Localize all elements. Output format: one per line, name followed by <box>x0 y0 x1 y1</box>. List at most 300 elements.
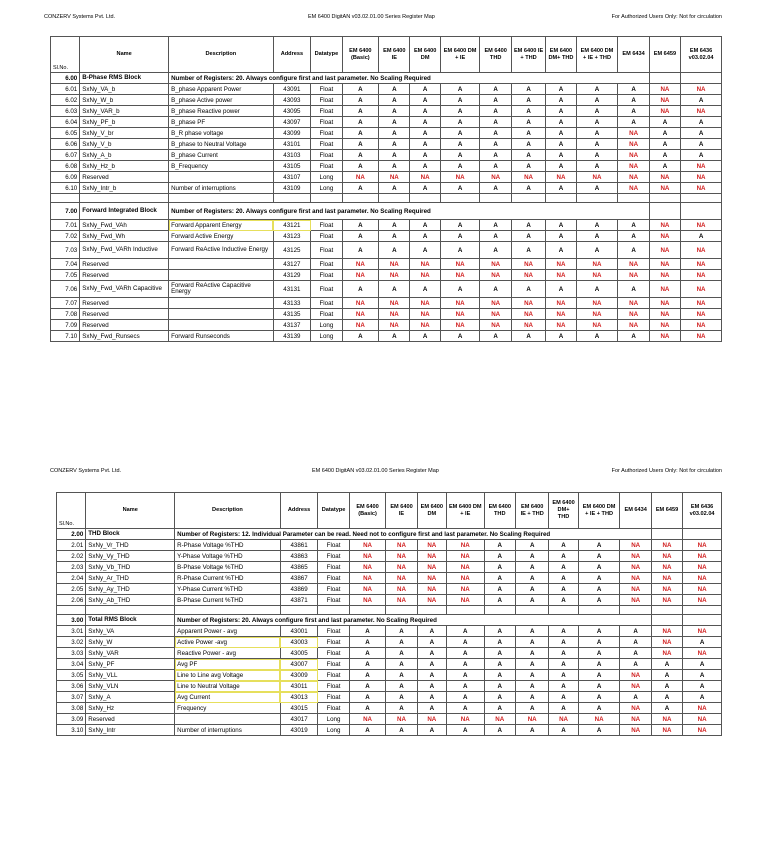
availability-cell: NA <box>511 270 545 281</box>
table-row <box>51 183 722 194</box>
availability-cell: A <box>349 703 386 714</box>
availability-cell: A <box>386 703 417 714</box>
availability-cell: A <box>546 84 576 95</box>
register-datatype: Float <box>318 540 349 551</box>
availability-cell: NA <box>620 540 651 551</box>
register-address: 43007 <box>280 659 318 670</box>
row-sl-no: 2.01 <box>57 540 86 551</box>
row-sl-no: 6.03 <box>51 106 80 117</box>
table-row <box>57 670 722 681</box>
spacer-cell <box>515 606 548 615</box>
availability-cell: A <box>578 692 620 703</box>
register-datatype: Float <box>318 573 349 584</box>
col-em6400-dm-ie-thd: EM 6400 DM + IE + THD <box>576 37 618 73</box>
availability-cell: A <box>349 648 386 659</box>
availability-cell: A <box>349 670 386 681</box>
register-description <box>169 259 274 270</box>
register-name: SxNy_VLL <box>86 670 175 681</box>
availability-cell: A <box>576 84 618 95</box>
availability-cell: NA <box>649 106 680 117</box>
table-2-body <box>57 529 722 736</box>
col-sl-no: Sl.No. <box>51 37 80 73</box>
availability-cell: NA <box>681 270 722 281</box>
availability-cell: NA <box>649 95 680 106</box>
register-address: 43109 <box>273 183 311 194</box>
block-note: Number of Registers: 20. Always configure first and last parameter. No Scaling Required <box>169 73 650 84</box>
table-row <box>51 220 722 231</box>
availability-cell: NA <box>546 270 576 281</box>
availability-cell: A <box>410 281 440 298</box>
availability-cell: NA <box>342 172 379 183</box>
availability-cell: NA <box>446 573 484 584</box>
table-row <box>57 714 722 725</box>
register-address: 43129 <box>273 270 311 281</box>
register-address: 43867 <box>280 573 318 584</box>
register-address: 43127 <box>273 259 311 270</box>
availability-cell: NA <box>349 584 386 595</box>
availability-cell: NA <box>349 562 386 573</box>
register-datatype: Float <box>311 128 342 139</box>
availability-cell: A <box>417 681 446 692</box>
spacer-cell <box>417 606 446 615</box>
availability-cell: A <box>618 106 649 117</box>
spacer-cell <box>578 606 620 615</box>
row-sl-no: 2.04 <box>57 573 86 584</box>
availability-cell: A <box>576 106 618 117</box>
availability-cell: A <box>480 117 511 128</box>
table-row <box>51 281 722 298</box>
register-name: Reserved <box>80 259 169 270</box>
availability-cell: A <box>511 331 545 342</box>
availability-cell: A <box>386 681 417 692</box>
availability-cell: NA <box>417 540 446 551</box>
block-sl-no: 2.00 <box>57 529 86 540</box>
block-name: B-Phase RMS Block <box>80 73 169 84</box>
availability-cell: NA <box>683 540 722 551</box>
col-sl-no: Sl.No. <box>57 493 86 529</box>
availability-cell: A <box>410 139 440 150</box>
availability-cell: A <box>417 670 446 681</box>
availability-cell: A <box>410 242 440 259</box>
col-em6400-ie: EM 6400 IE <box>379 37 410 73</box>
availability-cell: A <box>440 117 480 128</box>
availability-cell: NA <box>511 259 545 270</box>
availability-cell: A <box>342 220 379 231</box>
availability-cell: NA <box>446 551 484 562</box>
table-row <box>51 309 722 320</box>
availability-cell: A <box>549 562 578 573</box>
availability-cell: A <box>440 242 480 259</box>
availability-cell: NA <box>620 584 651 595</box>
availability-cell: NA <box>342 270 379 281</box>
block-sl-no: 3.00 <box>57 615 86 626</box>
row-sl-no: 6.02 <box>51 95 80 106</box>
company-name: CONZERV Systems Pvt. Ltd. <box>50 468 122 474</box>
register-description: Line to Line avg Voltage <box>175 670 281 681</box>
availability-cell: NA <box>386 573 417 584</box>
row-sl-no: 3.07 <box>57 692 86 703</box>
row-sl-no: 7.01 <box>51 220 80 231</box>
availability-cell: NA <box>649 183 680 194</box>
availability-cell: NA <box>342 309 379 320</box>
availability-cell: A <box>549 584 578 595</box>
availability-cell: A <box>410 128 440 139</box>
register-description: Forward ReActive Inductive Energy <box>169 242 274 259</box>
empty-cell <box>681 203 722 220</box>
row-sl-no: 6.05 <box>51 128 80 139</box>
availability-cell: NA <box>683 725 722 736</box>
availability-cell: A <box>349 659 386 670</box>
document-title: EM 6400 DigitAN v03.02.01.00 Series Register Map <box>312 468 439 474</box>
availability-cell: A <box>683 670 722 681</box>
table-row <box>51 231 722 242</box>
availability-cell: NA <box>651 573 682 584</box>
availability-cell: A <box>410 220 440 231</box>
availability-cell: A <box>578 648 620 659</box>
availability-cell: A <box>578 659 620 670</box>
availability-cell: A <box>549 703 578 714</box>
availability-cell: NA <box>681 242 722 259</box>
register-description: B_phase PF <box>169 117 274 128</box>
availability-cell: A <box>410 183 440 194</box>
availability-cell: NA <box>620 670 651 681</box>
page-header <box>44 14 722 26</box>
availability-cell: A <box>649 117 680 128</box>
col-name: Name <box>80 37 169 73</box>
register-datatype: Float <box>311 139 342 150</box>
block-note: Number of Registers: 20. Always configure first and last parameter. No Scaling Required <box>175 615 652 626</box>
availability-cell: A <box>515 562 548 573</box>
availability-cell: NA <box>410 320 440 331</box>
availability-cell: NA <box>649 84 680 95</box>
register-datatype: Float <box>311 242 342 259</box>
availability-cell: NA <box>349 595 386 606</box>
availability-cell: A <box>515 551 548 562</box>
availability-cell: A <box>620 637 651 648</box>
availability-cell: A <box>480 231 511 242</box>
availability-cell: A <box>379 281 410 298</box>
availability-cell: A <box>649 150 680 161</box>
availability-cell: A <box>578 562 620 573</box>
register-datatype: Float <box>318 681 349 692</box>
availability-cell: A <box>410 106 440 117</box>
availability-cell: A <box>578 551 620 562</box>
table-row <box>51 320 722 331</box>
availability-cell: A <box>578 725 620 736</box>
availability-cell: A <box>440 231 480 242</box>
table-row <box>51 259 722 270</box>
register-description: B_Frequency <box>169 161 274 172</box>
availability-cell: A <box>576 128 618 139</box>
register-table-1 <box>50 36 722 342</box>
availability-cell: NA <box>649 242 680 259</box>
register-datatype: Long <box>311 172 342 183</box>
availability-cell: A <box>576 281 618 298</box>
availability-cell: A <box>620 659 651 670</box>
availability-cell: NA <box>446 562 484 573</box>
register-address: 43139 <box>273 331 311 342</box>
availability-cell: A <box>549 595 578 606</box>
register-address: 43133 <box>273 298 311 309</box>
register-description: Frequency <box>175 703 281 714</box>
table-row <box>57 725 722 736</box>
register-address: 43871 <box>280 595 318 606</box>
availability-cell: A <box>576 231 618 242</box>
availability-cell: NA <box>480 270 511 281</box>
availability-cell: NA <box>349 540 386 551</box>
availability-cell: A <box>618 84 649 95</box>
register-address: 43091 <box>273 84 311 95</box>
row-sl-no: 2.05 <box>57 584 86 595</box>
availability-cell: A <box>576 139 618 150</box>
register-name: SxNy_Fwd_Runsecs <box>80 331 169 342</box>
availability-cell: A <box>379 161 410 172</box>
availability-cell: A <box>484 703 515 714</box>
spacer-cell <box>649 194 680 203</box>
row-sl-no: 3.01 <box>57 626 86 637</box>
table-row <box>57 703 722 714</box>
register-datatype: Float <box>318 551 349 562</box>
availability-cell: NA <box>379 259 410 270</box>
table-row <box>57 681 722 692</box>
register-name: Reserved <box>80 309 169 320</box>
availability-cell: A <box>349 692 386 703</box>
spacer-cell <box>484 606 515 615</box>
register-description: Forward Runseconds <box>169 331 274 342</box>
register-name: SxNy_VAR <box>86 648 175 659</box>
availability-cell: A <box>484 648 515 659</box>
availability-cell: NA <box>651 595 682 606</box>
availability-cell: NA <box>651 637 682 648</box>
spacer-cell <box>446 606 484 615</box>
block-note: Number of Registers: 12. Individual Parameter can be read. Need not to configure first and last parameter. No Scaling Required <box>175 529 652 540</box>
availability-cell: A <box>410 231 440 242</box>
availability-cell: A <box>379 331 410 342</box>
availability-cell: A <box>410 150 440 161</box>
availability-cell: A <box>386 659 417 670</box>
register-datatype: Float <box>311 298 342 309</box>
availability-cell: A <box>576 161 618 172</box>
availability-cell: NA <box>440 259 480 270</box>
availability-cell: NA <box>620 725 651 736</box>
table-row <box>57 648 722 659</box>
register-name: Reserved <box>80 298 169 309</box>
availability-cell: A <box>576 331 618 342</box>
register-description: B-Phase Voltage %THD <box>175 562 281 573</box>
availability-cell: NA <box>546 259 576 270</box>
availability-cell: NA <box>379 298 410 309</box>
row-sl-no: 7.03 <box>51 242 80 259</box>
availability-cell: NA <box>417 584 446 595</box>
availability-cell: A <box>480 220 511 231</box>
availability-cell: A <box>484 637 515 648</box>
availability-cell: A <box>484 670 515 681</box>
availability-cell: NA <box>683 562 722 573</box>
col-em6436: EM 6436 v03.02.04 <box>681 37 722 73</box>
availability-cell: NA <box>576 259 618 270</box>
register-name: SxNy_VLN <box>86 681 175 692</box>
availability-cell: A <box>549 681 578 692</box>
availability-cell: A <box>549 637 578 648</box>
availability-cell: NA <box>417 714 446 725</box>
availability-cell: A <box>342 161 379 172</box>
availability-cell: NA <box>410 298 440 309</box>
spacer-cell <box>280 606 318 615</box>
availability-cell: NA <box>681 281 722 298</box>
register-table-2 <box>56 492 722 736</box>
table-row <box>51 298 722 309</box>
availability-cell: A <box>549 670 578 681</box>
availability-cell: A <box>480 128 511 139</box>
availability-cell: NA <box>511 309 545 320</box>
availability-cell: NA <box>651 714 682 725</box>
availability-cell: A <box>440 139 480 150</box>
register-address: 43011 <box>280 681 318 692</box>
availability-cell: NA <box>549 714 578 725</box>
page-header <box>50 468 722 480</box>
availability-cell: A <box>379 231 410 242</box>
table-row <box>51 270 722 281</box>
availability-cell: A <box>578 703 620 714</box>
availability-cell: A <box>618 95 649 106</box>
register-description: Number of interruptions <box>169 183 274 194</box>
spacer-cell <box>410 194 440 203</box>
availability-cell: NA <box>620 573 651 584</box>
availability-cell: NA <box>576 270 618 281</box>
availability-cell: NA <box>618 150 649 161</box>
availability-cell: A <box>440 150 480 161</box>
register-description: Forward Apparent Energy <box>169 220 274 231</box>
availability-cell: A <box>515 584 548 595</box>
availability-cell: A <box>549 540 578 551</box>
register-name: SxNy_Vy_THD <box>86 551 175 562</box>
availability-cell: A <box>386 637 417 648</box>
register-description <box>169 270 274 281</box>
availability-cell: A <box>379 183 410 194</box>
block-header-row <box>51 203 722 220</box>
register-address: 43135 <box>273 309 311 320</box>
table-row <box>57 573 722 584</box>
register-description: R-Phase Voltage %THD <box>175 540 281 551</box>
availability-cell: A <box>446 703 484 714</box>
availability-cell: NA <box>681 84 722 95</box>
availability-cell: NA <box>681 320 722 331</box>
block-header-row <box>57 615 722 626</box>
availability-cell: A <box>576 242 618 259</box>
spacer-cell <box>576 194 618 203</box>
empty-cell <box>683 615 722 626</box>
empty-cell <box>651 529 682 540</box>
spacer-cell <box>440 194 480 203</box>
availability-cell: NA <box>446 540 484 551</box>
availability-cell: NA <box>683 551 722 562</box>
availability-cell: A <box>417 626 446 637</box>
spacer-cell <box>80 194 169 203</box>
availability-cell: NA <box>651 584 682 595</box>
register-name: SxNy_Fwd_Wh <box>80 231 169 242</box>
col-em6400-thd: EM 6400 THD <box>484 493 515 529</box>
availability-cell: NA <box>410 270 440 281</box>
availability-cell: A <box>511 117 545 128</box>
availability-cell: A <box>417 648 446 659</box>
col-em6400-dm-ie: EM 6400 DM + IE <box>440 37 480 73</box>
col-em6400-basic: EM 6400 (Basic) <box>342 37 379 73</box>
availability-cell: A <box>349 681 386 692</box>
availability-cell: NA <box>681 220 722 231</box>
availability-cell: A <box>681 139 722 150</box>
register-name: Reserved <box>80 172 169 183</box>
empty-cell <box>651 615 682 626</box>
availability-cell: A <box>480 139 511 150</box>
availability-cell: A <box>546 95 576 106</box>
col-em6400-ie-thd: EM 6400 IE + THD <box>511 37 545 73</box>
spacer-cell <box>349 606 386 615</box>
availability-cell: A <box>511 231 545 242</box>
availability-cell: NA <box>620 714 651 725</box>
availability-cell: A <box>484 562 515 573</box>
availability-cell: A <box>484 584 515 595</box>
register-name: SxNy_Hz_b <box>80 161 169 172</box>
register-name: SxNy_W <box>86 637 175 648</box>
availability-cell: A <box>379 84 410 95</box>
availability-cell: A <box>342 331 379 342</box>
availability-cell: A <box>342 117 379 128</box>
availability-cell: A <box>446 648 484 659</box>
block-name: Forward Integrated Block <box>80 203 169 220</box>
availability-cell: NA <box>342 259 379 270</box>
availability-cell: NA <box>386 540 417 551</box>
availability-cell: A <box>511 281 545 298</box>
availability-cell: A <box>342 281 379 298</box>
availability-cell: NA <box>649 220 680 231</box>
register-description: Forward Active Energy <box>169 231 274 242</box>
availability-cell: A <box>549 659 578 670</box>
register-address: 43123 <box>273 231 311 242</box>
register-datatype: Float <box>318 703 349 714</box>
register-description: Number of interruptions <box>175 725 281 736</box>
register-description: Y-Phase Voltage %THD <box>175 551 281 562</box>
availability-cell: A <box>342 242 379 259</box>
block-sl-no: 6.00 <box>51 73 80 84</box>
availability-cell: NA <box>386 584 417 595</box>
register-address: 43121 <box>273 220 311 231</box>
register-address: 43009 <box>280 670 318 681</box>
availability-cell: A <box>578 681 620 692</box>
table-row <box>51 172 722 183</box>
availability-cell: A <box>379 242 410 259</box>
register-description <box>169 309 274 320</box>
availability-cell: NA <box>576 320 618 331</box>
availability-cell: NA <box>511 298 545 309</box>
empty-cell <box>681 73 722 84</box>
availability-cell: NA <box>683 648 722 659</box>
row-sl-no: 3.03 <box>57 648 86 659</box>
availability-cell: A <box>683 681 722 692</box>
availability-cell: A <box>515 540 548 551</box>
register-description: Reactive Power - avg <box>175 648 281 659</box>
availability-cell: NA <box>651 648 682 659</box>
register-address: 43863 <box>280 551 318 562</box>
register-datatype: Float <box>318 595 349 606</box>
availability-cell: A <box>546 183 576 194</box>
circulation-notice: For Authorized Users Only: Not for circulation <box>611 14 722 20</box>
table-row <box>57 659 722 670</box>
column-header-row <box>51 37 722 73</box>
availability-cell: NA <box>618 259 649 270</box>
availability-cell: NA <box>649 298 680 309</box>
register-name: SxNy_V_b <box>80 139 169 150</box>
register-description: Forward ReActive Capacitive Energy <box>169 281 274 298</box>
